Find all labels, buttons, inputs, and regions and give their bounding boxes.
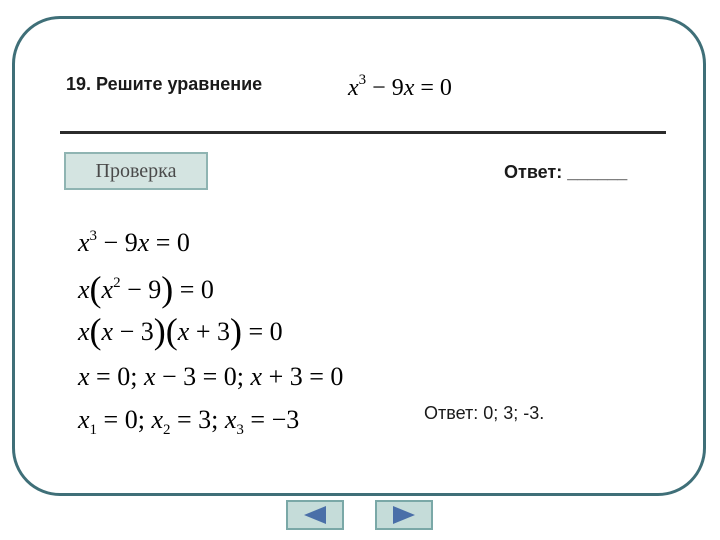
check-button[interactable]: Проверка [64,152,208,190]
next-slide-button[interactable] [375,500,433,530]
solution-line-2: $x(x^2 - 9) = 0$ [78,269,214,309]
triangle-left-icon [300,505,330,525]
divider-line [60,131,666,134]
task-title: 19. Решите уравнение [66,74,263,94]
answer-prompt: Ответ: ______ [504,162,628,182]
solution-line-4: x = 0; x − 3 = 0; x + 3 = 0 [78,362,344,391]
solution-line-1: $x^3 - 9x = 0$ [78,228,190,257]
solution-line-3: x(x − 3)(x + 3) = 0 [78,311,283,351]
task-equation: $x^3 - 9x = 0$ [348,72,452,101]
prev-slide-button[interactable] [286,500,344,530]
final-answer: Ответ: 0; 3; -3. [424,403,545,423]
triangle-right-icon [389,505,419,525]
solution-line-5: $x_1 = 0$; $x_2 = 3$; $x_3 = -3$ [78,405,300,438]
